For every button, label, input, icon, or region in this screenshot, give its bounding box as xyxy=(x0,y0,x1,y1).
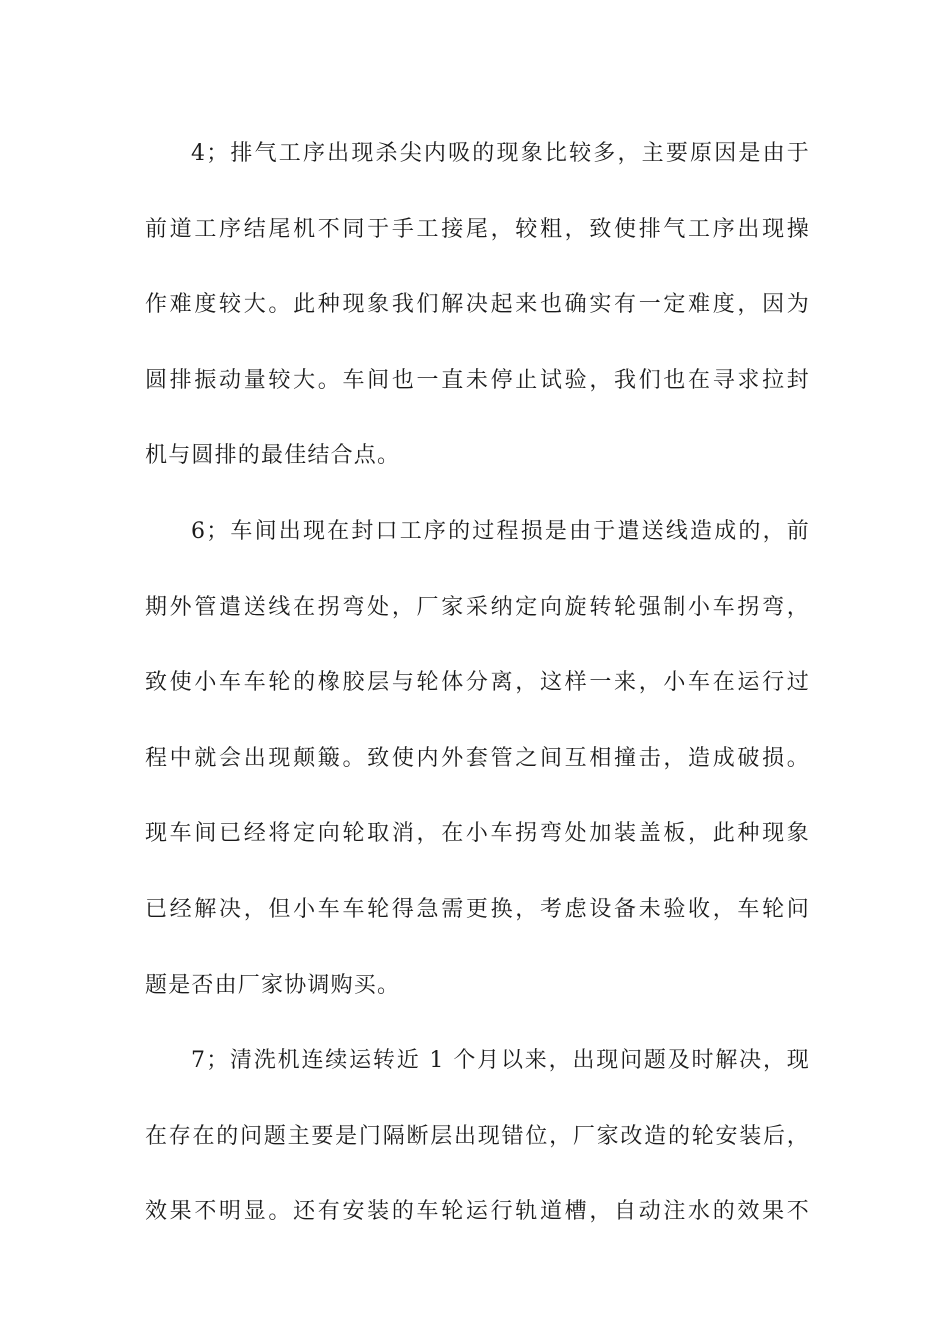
paragraph-7-line-2: 在存在的问题主要是门隔断层出现错位，厂家改造的轮安装后， xyxy=(145,1123,810,1149)
paragraph-6-line-5: 现车间已经将定向轮取消，在小车拐弯处加装盖板，此种现象 xyxy=(145,821,810,847)
paragraph-6-line-4: 程中就会出现颠簸。致使内外套管之间互相撞击，造成破损。 xyxy=(145,745,810,771)
paragraph-6-line-3: 致使小车车轮的橡胶层与轮体分离，这样一来，小车在运行过 xyxy=(145,670,810,696)
paragraph-7-line-3: 效果不明显。还有安装的车轮运行轨道槽，自动注水的效果不 xyxy=(145,1199,810,1225)
paragraph-4-line-4: 圆排振动量较大。车间也一直未停止试验，我们也在寻求拉封 xyxy=(145,367,810,393)
paragraph-4-line-2: 前道工序结尾机不同于手工接尾，较粗，致使排气工序出现操 xyxy=(145,216,810,242)
document-body xyxy=(145,132,810,1266)
paragraph-6-line-6: 已经解决，但小车车轮得急需更换，考虑设备未验收，车轮问 xyxy=(145,896,810,922)
paragraph-4-line-5: 机与圆排的最佳结合点。 xyxy=(145,443,401,469)
paragraph-6-line-2: 期外管遣送线在拐弯处，厂家采纳定向旋转轮强制小车拐弯， xyxy=(145,594,810,620)
paragraph-6-line-1: 6；车间出现在封口工序的过程损是由于遣送线造成的，前 xyxy=(191,518,810,544)
paragraph-4-line-1: 4；排气工序出现杀尖内吸的现象比较多，主要原因是由于 xyxy=(191,141,810,166)
paragraph-6-line-7: 题是否由厂家协调购买。 xyxy=(145,972,401,998)
paragraph-7-line-1: 7；清洗机连续运转近 1 个月以来，出现问题及时解决，现 xyxy=(191,1048,810,1074)
paragraph-4-line-3: 作难度较大。此种现象我们解决起来也确实有一定难度，因为 xyxy=(145,292,810,318)
